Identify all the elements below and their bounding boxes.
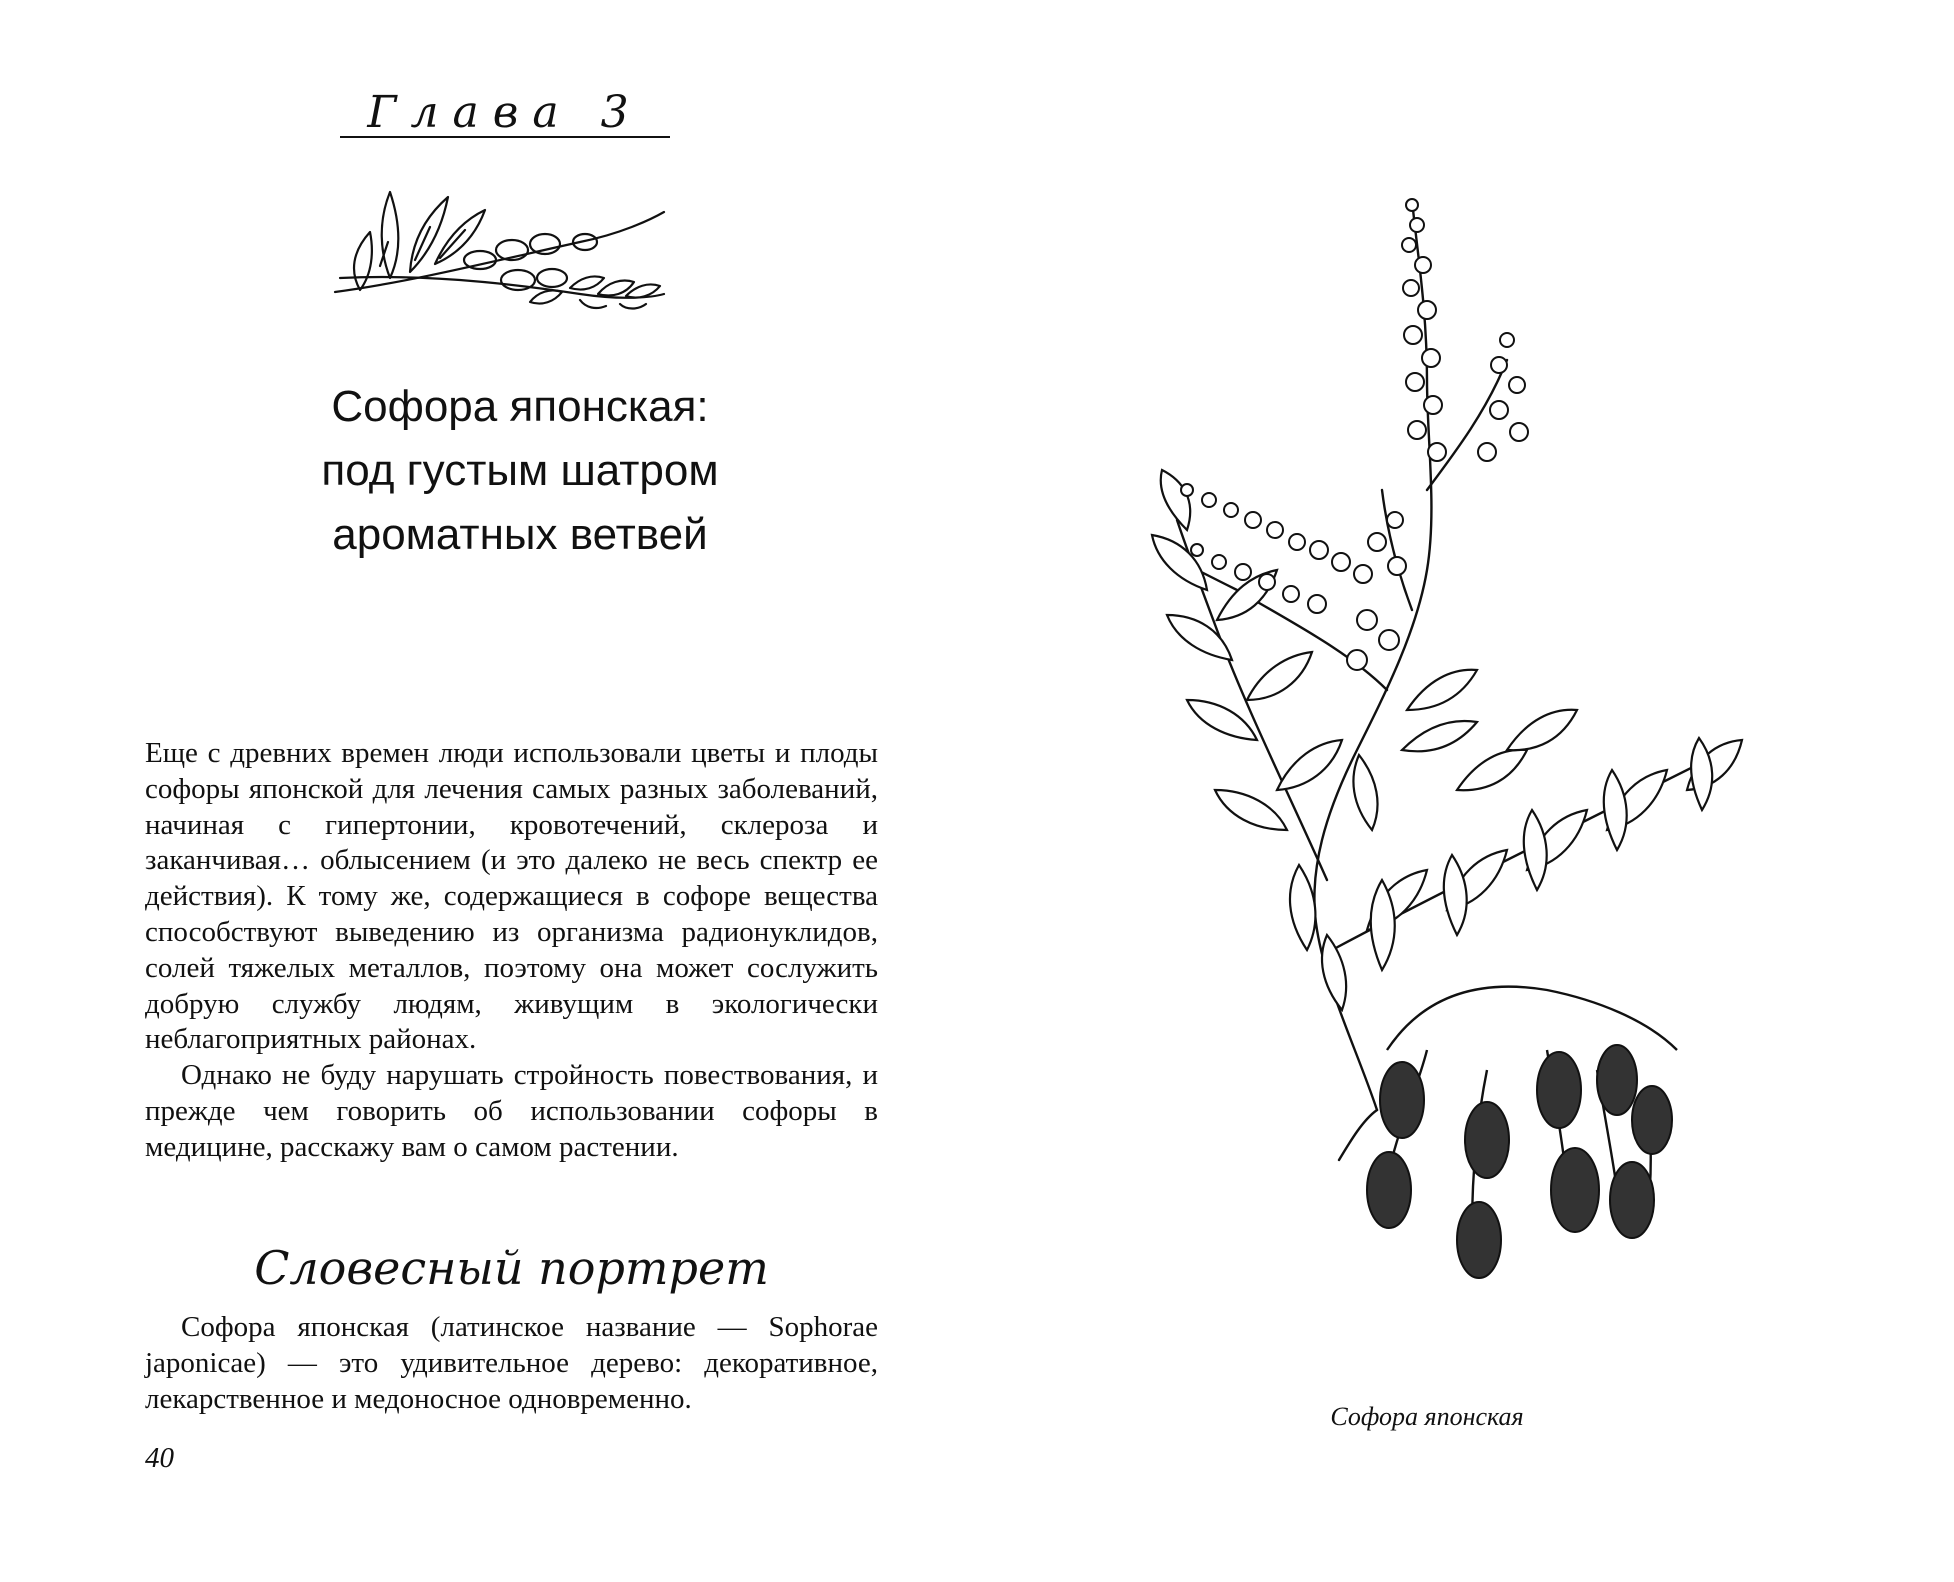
paragraph: Однако не буду нарушать стройность повествования, и прежде чем говорить об использовании софоры в медицине, расскажу вам о самом растении. bbox=[145, 1059, 878, 1163]
section-text bbox=[145, 1310, 878, 1417]
illustration-caption: Софора японская bbox=[1330, 1402, 1524, 1431]
title-line-2: под густым шатром bbox=[321, 446, 719, 496]
chapter-title bbox=[220, 375, 820, 567]
title-line-3: ароматных ветвей bbox=[332, 510, 708, 560]
chapter-underline bbox=[340, 136, 670, 138]
right-page bbox=[977, 0, 1954, 1582]
paragraph: Софора японская (латинское название — Sophorae japonicae) — это удивительное дерево: декоративное, лекарственное и медоносное одновременно. bbox=[145, 1311, 878, 1415]
page-number: 40 bbox=[145, 1442, 174, 1474]
paragraph: Еще с древних времен люди использовали цветы и плоды софоры японской для лечения самых разных заболеваний, начиная с гипертонии, кровотечений, склероза и заканчивая… облысением (и это далеко не весь спектр ее действия). К тому же, содержащиеся в софоре вещества способствуют выведению из организма радионуклидов, солей тяжелых металлов, поэтому она может сослужить добрую службу людям, живущим в экологически неблагоприятных районах. bbox=[145, 737, 878, 1056]
chapter-label: Глава 3 bbox=[367, 87, 643, 138]
section-heading: Словесный портрет bbox=[254, 1241, 769, 1295]
branch-ornament-icon bbox=[330, 182, 668, 312]
title-line-1: Софора японская: bbox=[331, 382, 709, 432]
intro-text bbox=[145, 736, 878, 1166]
sophora-plant-illustration-icon bbox=[1127, 190, 1767, 1390]
